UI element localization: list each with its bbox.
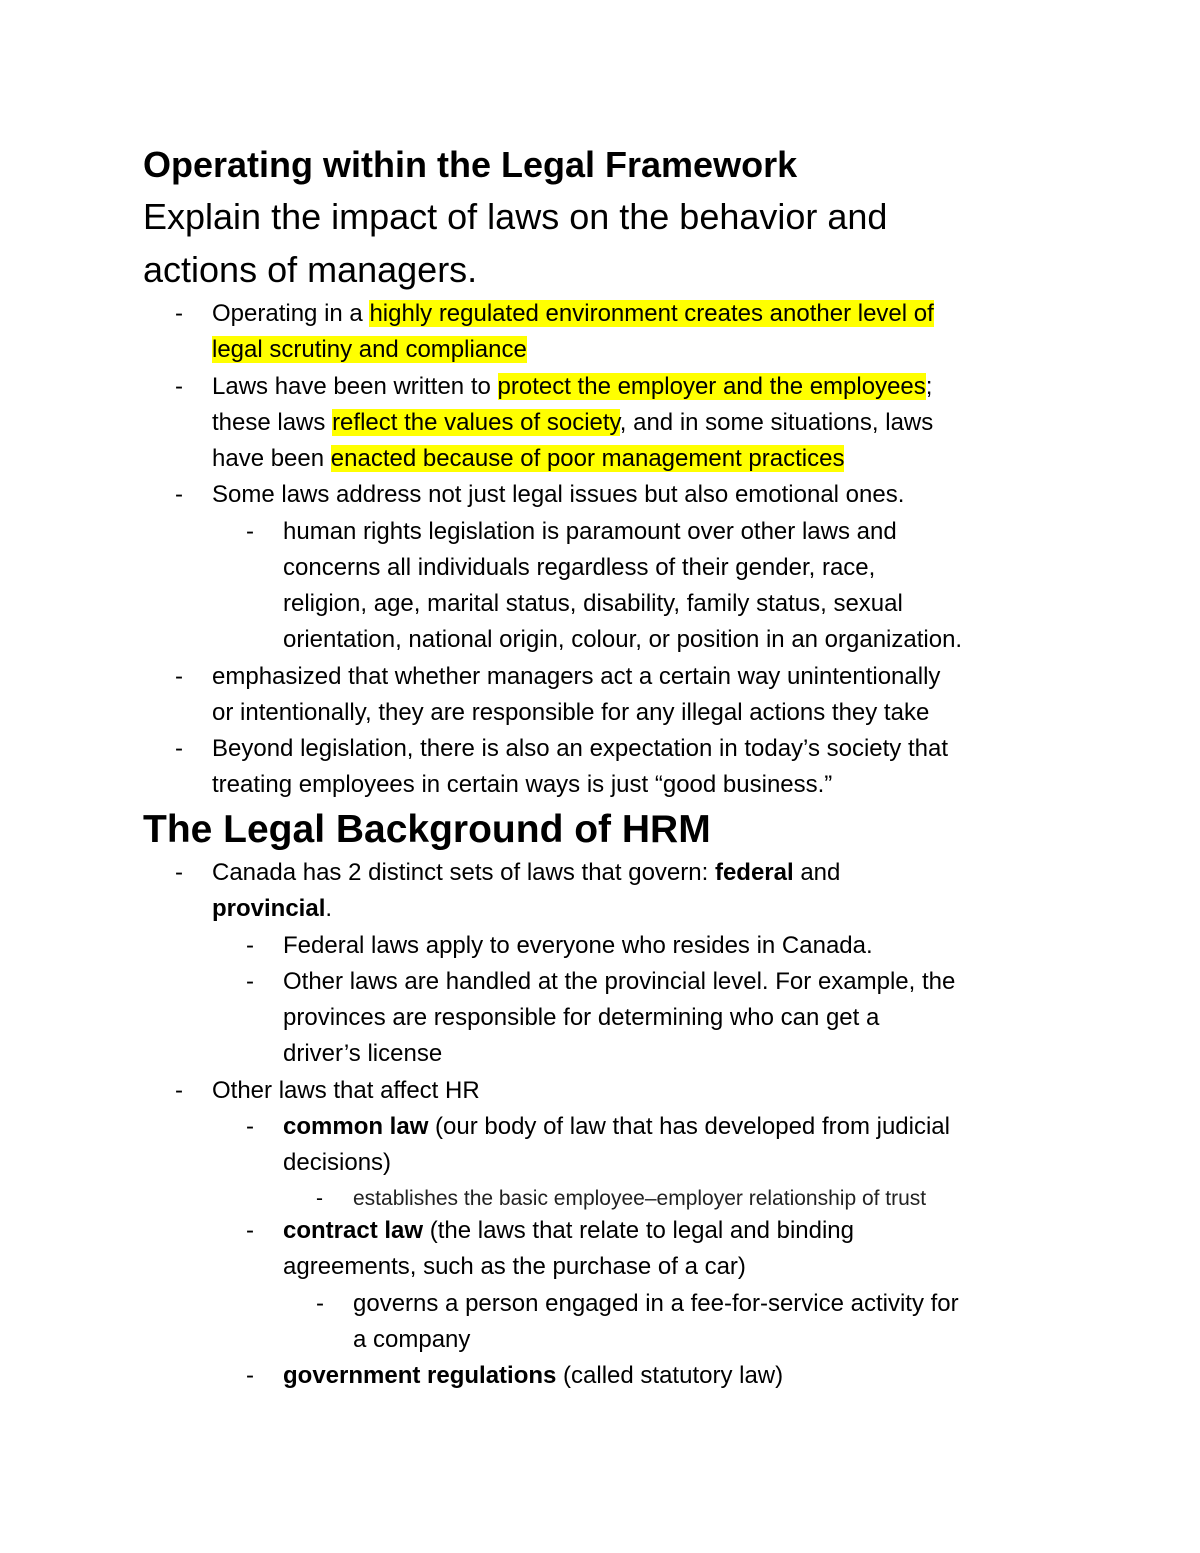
list-text: (called statutory law) [556, 1362, 784, 1389]
highlight: reflect the values of society [332, 409, 620, 436]
bold-term: contract law [283, 1217, 424, 1244]
sub-sub-list-item: governs a person engaged in a fee-for-service activity for [353, 1290, 959, 1317]
bullet-dash: - [175, 663, 183, 690]
sub-list-item-continued: driver’s license [283, 1040, 443, 1067]
list-text: and [793, 859, 841, 886]
sub-sub-bullet-dash: - [316, 1290, 324, 1317]
sub-sub-list-item: establishes the basic employee–employer relationship of trust [353, 1187, 927, 1210]
list-item-continued [212, 891, 332, 927]
sub-list-item-continued: agreements, such as the purchase of a car) [283, 1253, 746, 1280]
sub-sub-bullet-dash: - [316, 1187, 323, 1210]
highlight: legal scrutiny and compliance [212, 336, 527, 363]
list-item: Other laws that affect HR [212, 1077, 480, 1104]
highlight: highly regulated environment creates another level of [369, 300, 934, 327]
bullet-dash: - [175, 1077, 183, 1104]
section-heading: Operating within the Legal Framework [143, 144, 798, 185]
section-subtitle-line2: actions of managers. [143, 249, 478, 290]
list-text: have been [212, 445, 331, 472]
sub-list-item [283, 1213, 854, 1249]
sub-bullet-dash: - [246, 968, 254, 995]
sub-list-item-continued: decisions) [283, 1149, 392, 1176]
list-text: these laws [212, 409, 333, 436]
sub-bullet-dash: - [246, 1362, 254, 1389]
sub-list-item: Federal laws apply to everyone who resides in Canada. [283, 932, 873, 959]
highlight: enacted because of poor management practices [330, 445, 845, 472]
list-text: (our body of law that has developed from judicial [428, 1113, 950, 1140]
sub-bullet-dash: - [246, 1113, 254, 1140]
list-text: Operating in a [212, 300, 370, 327]
list-item [212, 296, 934, 332]
highlight: protect the employer and the employees [497, 373, 926, 400]
sub-list-item-continued: provinces are responsible for determining who can get a [283, 1004, 880, 1031]
list-item-continued: or intentionally, they are responsible for any illegal actions they take [212, 699, 930, 726]
section-heading-2: The Legal Background of HRM [143, 808, 711, 851]
list-item [212, 855, 840, 891]
list-text: Laws have been written to [212, 373, 498, 400]
sub-list-item: human rights legislation is paramount over other laws and [283, 518, 897, 545]
list-text: (the laws that relate to legal and binding [423, 1217, 854, 1244]
sub-list-item-continued: religion, age, marital status, disability, family status, sexual [283, 590, 903, 617]
sub-list-item-continued: orientation, national origin, colour, or position in an organization. [283, 626, 963, 653]
bold-term: common law [283, 1113, 429, 1140]
sub-bullet-dash: - [246, 1217, 254, 1244]
list-item: Beyond legislation, there is also an expectation in today’s society that [212, 735, 949, 762]
bold-term: federal [714, 859, 794, 886]
list-item-continued [212, 405, 933, 441]
list-text: Canada has 2 distinct sets of laws that govern: [212, 859, 715, 886]
sub-list-item: Other laws are handled at the provincial level. For example, the [283, 968, 956, 995]
bullet-dash: - [175, 481, 183, 508]
sub-list-item-continued: concerns all individuals regardless of their gender, race, [283, 554, 876, 581]
bold-term: government regulations [283, 1362, 557, 1389]
list-text: ; [925, 373, 933, 400]
sub-sub-list-item-continued: a company [353, 1326, 471, 1353]
bullet-dash: - [175, 859, 183, 886]
list-item-continued [212, 441, 844, 477]
section-subtitle: Explain the impact of laws on the behavior and [143, 196, 888, 237]
sub-list-item [283, 1358, 783, 1394]
list-text: , and in some situations, laws [619, 409, 934, 436]
list-item: Some laws address not just legal issues but also emotional ones. [212, 481, 905, 508]
bullet-dash: - [175, 735, 183, 762]
list-item: emphasized that whether managers act a certain way unintentionally [212, 663, 941, 690]
list-item [212, 369, 932, 405]
sub-list-item [283, 1109, 950, 1145]
list-item-continued [212, 332, 527, 368]
bullet-dash: - [175, 300, 183, 327]
sub-bullet-dash: - [246, 518, 254, 545]
bold-term: provincial [212, 895, 326, 922]
list-item-continued: treating employees in certain ways is just “good business.” [212, 771, 833, 798]
list-text: . [325, 895, 333, 922]
bullet-dash: - [175, 373, 183, 400]
sub-bullet-dash: - [246, 932, 254, 959]
